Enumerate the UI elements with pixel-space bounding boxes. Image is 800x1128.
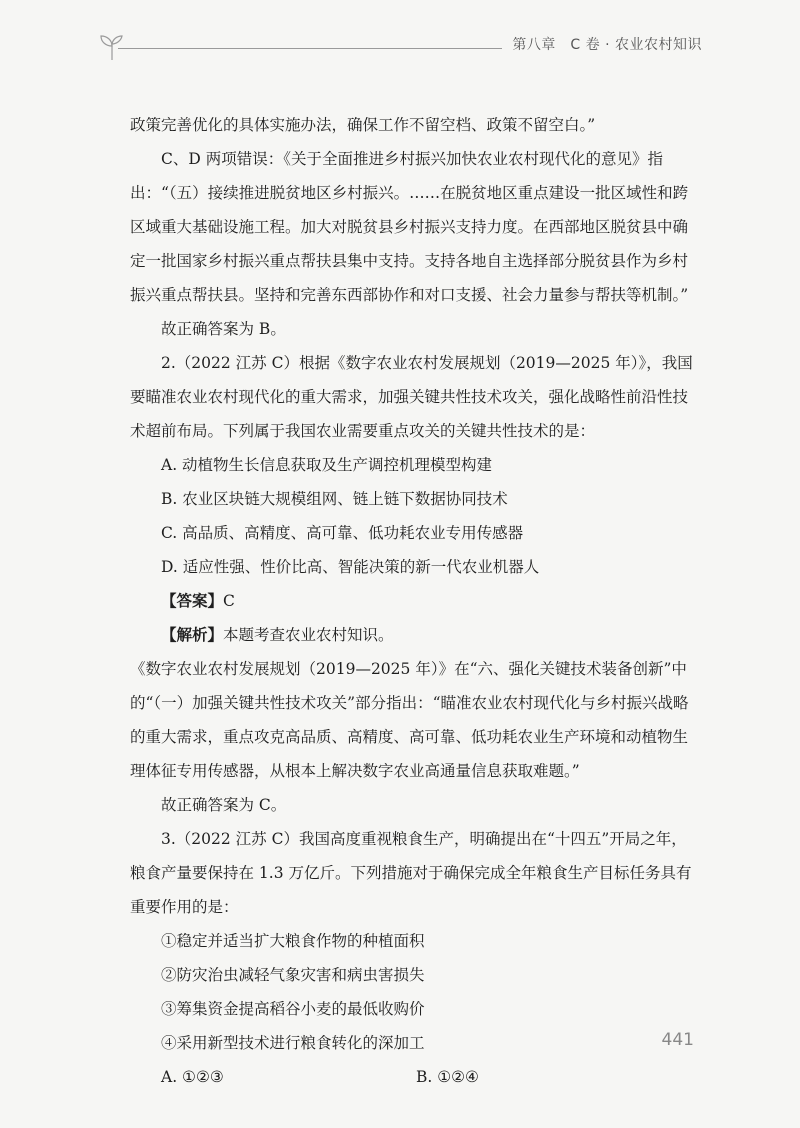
question-2-explanation: 《数字农业农村发展规划（2019—2025 年）》在“六、强化关键技术装备创新”中的“（一）加强关键共性技术攻关”部分指出：“瞄准农业农村现代化与乡村振兴战略的重大需求，重点攻克高品质、高精度、高可靠、低功耗农业生产环境和动植物生理体征专用传感器，从根本上解决数字农业高通量信息获取难题。” bbox=[130, 660, 689, 780]
question-3-choice-a: A. ①②③ bbox=[161, 1068, 224, 1086]
question-3-item-1: ①稳定并适当扩大粮食作物的种植面积 bbox=[161, 932, 425, 950]
question-2-answer bbox=[130, 584, 700, 618]
question-3-item-4: ④采用新型技术进行粮食转化的深加工 bbox=[161, 1034, 425, 1052]
paragraph-continued: 政策完善优化的具体实施办法，确保工作不留空档、政策不留空白。” bbox=[130, 116, 596, 134]
page-content bbox=[130, 108, 700, 1094]
question-3-choice-b: B. ①②④ bbox=[416, 1068, 479, 1086]
question-2-analysis bbox=[130, 618, 700, 652]
question-2-option-b: B. 农业区块链大规模组网、链上链下数据协同技术 bbox=[161, 490, 508, 508]
question-2-stem: 2.（2022 江苏 C）根据《数字农业农村发展规划（2019—2025 年）》，我国要瞄准农业农村现代化的重大需求，加强关键共性技术攻关，强化战略性前沿性技术超前布局。下列属于我国农业需要重点攻关的关键共性技术的是： bbox=[130, 354, 693, 440]
question-3-choices bbox=[130, 1060, 700, 1094]
question-3-item-2: ②防灾治虫减轻气象灾害和病虫害损失 bbox=[161, 966, 425, 984]
leaf-sprout-icon bbox=[98, 32, 126, 62]
analysis-tag: 【解析】 bbox=[161, 625, 224, 644]
answer-value: C bbox=[223, 592, 235, 610]
question-3-item-3: ③筹集资金提高稻谷小麦的最低收购价 bbox=[161, 1000, 425, 1018]
analysis-text: 本题考查农业农村知识。 bbox=[223, 626, 394, 644]
paragraph-answer-b: 故正确答案为 B。 bbox=[161, 320, 286, 338]
question-3-stem: 3.（2022 江苏 C）我国高度重视粮食生产，明确提出在“十四五”开局之年，粮食产量要保持在 1.3 万亿斤。下列措施对于确保完成全年粮食生产目标任务具有重要作用的是： bbox=[130, 830, 692, 916]
question-2-option-a: A. 动植物生长信息获取及生产调控机理模型构建 bbox=[161, 456, 493, 474]
page-number: 441 bbox=[661, 1030, 694, 1050]
answer-tag: 【答案】 bbox=[161, 591, 224, 610]
page-header bbox=[0, 28, 800, 68]
paragraph-cd-explanation: C、D 两项错误：《关于全面推进乡村振兴加快农业农村现代化的意见》指出：“（五）接续推进脱贫地区乡村振兴。……在脱贫地区重点建设一批区域性和跨区域重大基础设施工程。加大对脱贫县乡村振兴支持力度。在西部地区脱贫县中确定一批国家乡村振兴重点帮扶县集中支持。支持各地自主选择部分脱贫县作为乡村振兴重点帮扶县。坚持和完善东西部协作和对口支援、社会力量参与帮扶等机制。” bbox=[130, 150, 689, 304]
question-2-option-c: C. 高品质、高精度、高可靠、低功耗农业专用传感器 bbox=[161, 524, 524, 542]
chapter-title: 第八章 C 卷 · 农业农村知识 bbox=[502, 34, 702, 54]
question-2-conclusion: 故正确答案为 C。 bbox=[161, 796, 287, 814]
question-2-option-d: D. 适应性强、性价比高、智能决策的新一代农业机器人 bbox=[161, 558, 540, 576]
